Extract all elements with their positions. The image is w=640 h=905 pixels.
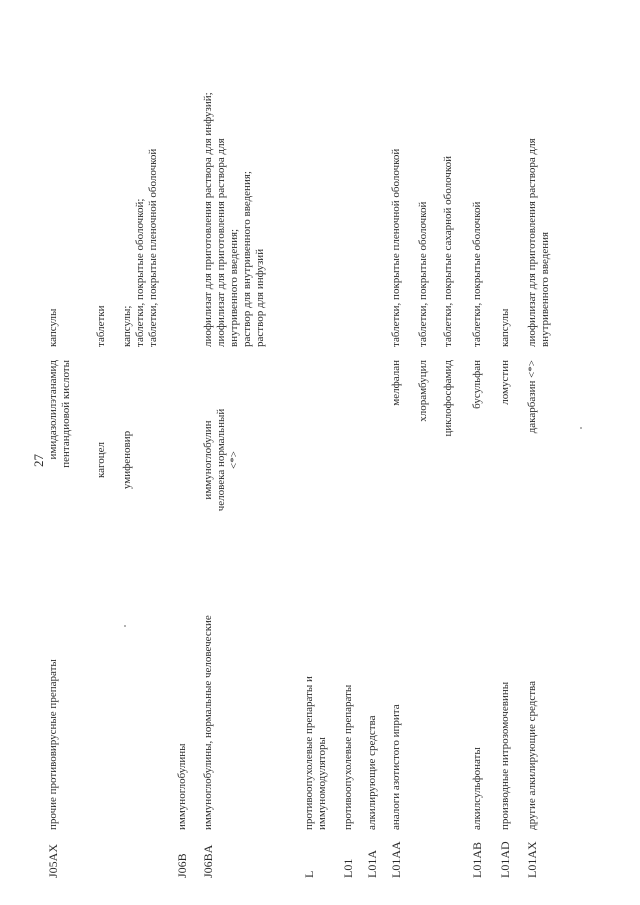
dosage-form-cell: капсулы; таблетки, покрытые оболочкой; таблетки, покрытые пленочной оболочкой — [121, 148, 159, 347]
dosage-form-cell: капсулы — [47, 308, 59, 347]
atc-code-cell: L01AB — [470, 842, 484, 878]
page-number: 27 — [31, 454, 46, 467]
atc-code-cell: L01AD — [498, 841, 512, 878]
drug-name-cell: циклофосфамид — [442, 360, 454, 437]
dosage-form-cell: лиофилизат для приготовления раствора для инфузий; лиофилизат для приготовления раствора для внутривенного введения; раствор для внутривенного введения; раствор для инфузий — [202, 92, 266, 347]
drug-name-cell: дакарбазин <*> — [526, 360, 538, 434]
dosage-form-cell: лиофилизат для приготовления раствора для внутривенного введения — [526, 138, 551, 347]
atc-code-cell: J06BA — [201, 844, 215, 878]
dosage-form-cell: капсулы — [499, 308, 511, 347]
group-name-cell: алкилсульфонаты — [471, 747, 483, 830]
drug-name-cell: ломустин — [499, 360, 511, 405]
dosage-form-cell: таблетки, покрытые сахарной оболочкой — [442, 155, 454, 347]
drug-name-cell: умифеновир — [121, 430, 133, 490]
dosage-form-cell: таблетки, покрытые пленочной оболочкой — [390, 148, 402, 347]
atc-code-cell: L01AA — [389, 841, 403, 878]
dosage-form-cell: таблетки, покрытые оболочкой — [417, 201, 429, 347]
drug-name-cell: иммуноглобулин человека нормальный <*> — [202, 408, 240, 512]
atc-code-cell: L — [302, 870, 316, 878]
dosage-form-cell: таблетки — [95, 305, 107, 347]
scan-speck — [580, 427, 582, 429]
group-name-cell: противоопухолевые препараты и иммуномодуляторы — [303, 676, 328, 830]
group-name-cell: прочие противовирусные препараты — [47, 659, 59, 830]
group-name-cell: другие алкилирующие средства — [526, 681, 538, 830]
atc-code-cell: J05AX — [46, 843, 60, 878]
group-name-cell: иммуноглобулины, нормальные человеческие — [202, 615, 214, 830]
drug-name-cell: имидазолилэтанамид пентандиовой кислоты — [47, 360, 72, 468]
group-name-cell: иммуноглобулины — [176, 743, 188, 830]
dosage-form-cell: таблетки, покрытые оболочкой — [471, 201, 483, 347]
atc-code-cell: L01A — [365, 850, 379, 878]
drug-name-cell: кагоцел — [95, 441, 107, 479]
atc-code-cell: L01AX — [525, 841, 539, 878]
drug-name-cell: хлорамбуцил — [417, 360, 429, 422]
group-name-cell: аналоги азотистого иприта — [390, 704, 402, 830]
atc-code-cell: J06B — [175, 853, 189, 878]
group-name-cell: алкилирующие средства — [366, 715, 378, 830]
drug-name-cell: мелфалан — [390, 360, 402, 406]
group-name-cell: противоопухолевые препараты — [342, 684, 354, 830]
drug-name-cell: бусульфан — [471, 360, 483, 409]
scan-speck — [124, 625, 126, 627]
atc-code-cell: L01 — [341, 858, 355, 878]
group-name-cell: производные нитрозомочевины — [499, 681, 511, 830]
